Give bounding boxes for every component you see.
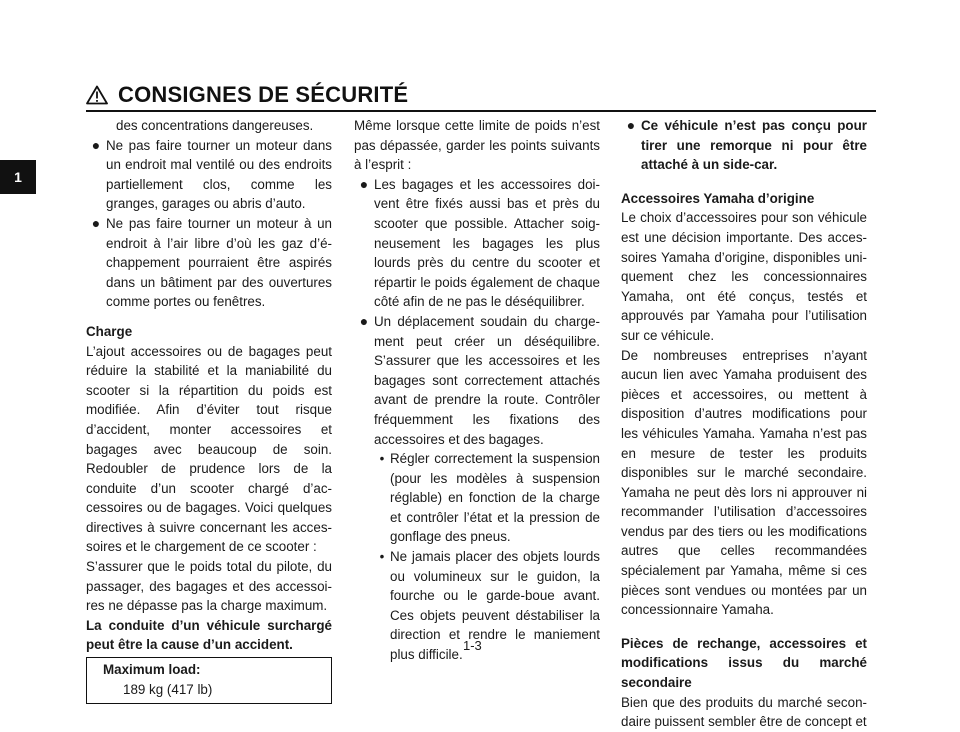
paragraph: des concentrations dangereuses. [116,118,314,133]
warning-triangle-icon [86,85,108,105]
sub-bullet-item [374,449,600,547]
bullet-text: Ce véhicule n’est pas conçu pour tirer une remorque ni pour être attaché à un side-car. [641,118,867,173]
page-number: 1-3 [463,638,482,653]
page-title: CONSIGNES DE SÉCURITÉ [118,82,409,107]
header-rule [86,110,876,112]
paragraph: Le choix d’accessoires pour son véhicule est une décision importante. Des accessoires Yamaha d’origine, disponibles uniquement chez les concessionnaires Yamaha, ont été conçus, testés et approuvés par Yamaha pour l’utilisation sur ce véhicule. [621,210,867,343]
column-2 [354,116,600,665]
bullet-text: Un déplacement soudain du chargement peut créer un déséquilibre. S’assurer que les accessoires et les bagages sont correctement attachés avant de prendre la route. Contrôler fréquemment les fixations des accessoires et des bagages. [374,313,600,447]
section-heading: Pièces de rechange, accessoires et modifications issus du marché secondaire [621,635,867,691]
max-load-value: 189 kg (417 lb) [123,681,213,697]
max-load-title: Maximum load: [103,662,201,678]
max-load-box [86,657,332,704]
chapter-tab: 1 [0,160,36,194]
paragraph: De nombreuses entreprises n’ayant aucun lien avec Yamaha produisent des pièces et accessoires, ou mettent à disposition d’autres modifications pour les véhicules Yamaha. Yamaha n’est pas en mesure de tester les produits disponibles sur le marché secondaire. Yamaha ne peut dès lors ni approuver ni recommander l’utilisation d’accessoires vendus par des tiers ou les modifications autres que celles recommandées spécialement par Yamaha, même si ces pièces sont vendues ou montées par un concessionnaire Yamaha. [621,347,867,618]
bullet-text: Ne pas faire tourner un moteur dans un endroit mal ventilé ou des endroits partiellement clos, comme les granges, garages ou abris d’auto. [106,137,332,212]
paragraph: Même lorsque cette limite de poids n’est pas dépassée, garder les points suivants à l’esprit : [354,118,600,173]
bullet-item [86,214,332,312]
column-1 [86,116,332,704]
bullet-item [354,175,600,312]
paragraph: S’assurer que le poids total du pilote, du passager, des bagages et des accessoires ne dépasse pas la charge maximum. [86,559,332,614]
paragraph: Bien que des produits du marché secondaire puissent sembler être de concept et [621,694,867,730]
bullet-icon: ● [359,175,369,192]
sub-bullet-icon: • [379,451,385,467]
sub-bullet-item [374,547,600,665]
bullet-item [86,136,332,214]
sub-bullet-icon: • [379,549,385,565]
bullet-item [354,312,600,449]
bullet-item [621,116,867,175]
bullet-icon: ● [626,117,636,133]
warning-paragraph: La conduite d’un véhicule surchargé peut être la cause d’un accident. [86,617,332,653]
column-3 [621,116,867,732]
section-heading: Accessoires Yamaha d’origine [621,190,815,206]
bullet-text: Ne pas faire tourner un moteur à un endroit à l’air libre d’où les gaz d’échappement pourraient être aspirés dans un bâtiment par des ouvertures comme portes ou fenêtres. [106,215,332,310]
bullet-icon: ● [91,136,101,153]
sub-bullet-text: Régler correctement la suspension (pour les modèles à suspension réglable) en fonction de la charge et contrôler l’état et la pression de gonflage des pneus. [390,451,600,545]
page-header [86,80,408,110]
bullet-text: Les bagages et les accessoires doivent être fixés aussi bas et près du scooter que possible. Attacher soigneusement les bagages les plus lourds près du centre du scooter et répartir le poids également de chaque côté afin de ne pas le déséquilibrer. [374,176,600,310]
bullet-icon: ● [91,214,101,231]
paragraph: L’ajout accessoires ou de bagages peut réduire la stabilité et la maniabilité du scooter si la répartition du poids est modifiée. Afin d’éviter tout risque d’accident, monter accessoires et bagages avec beaucoup de soin. Redoubler de prudence lors de la conduite d’un scooter chargé d’accessoires ou de bagages. Voici quelques directives à suivre concernant les accessoires et le chargement de ce scooter : [86,343,332,555]
sub-bullet-text: Ne jamais placer des objets lourds ou volumineux sur le guidon, la fourche ou le garde-boue avant. Ces objets peuvent déstabiliser la direction et rendre le maniement plus difficile. [390,549,600,663]
section-heading: Charge [86,323,133,339]
bullet-icon: ● [359,312,369,329]
